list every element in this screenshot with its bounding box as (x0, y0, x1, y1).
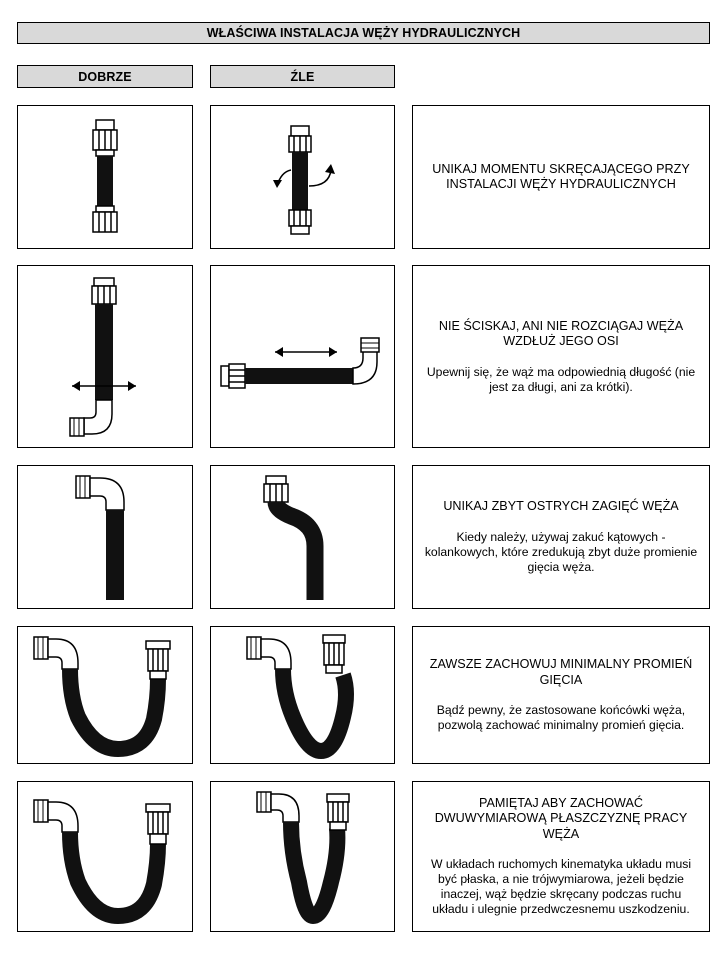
column-header-good: DOBRZE (17, 65, 193, 88)
good-illustration-5 (17, 781, 193, 932)
twisted-loop-hose-icon (211, 782, 396, 933)
rule-note-5: W układach ruchomych kinematyka układu musi być płaska, a nie trójwymiarowa, jeżeli będzie inaczej, wąż będzie skręcany podczas ruchu układu i ulegnie przedwczesnemu uszkodzeniu. (430, 857, 692, 917)
bad-illustration-2 (210, 265, 395, 448)
rule-note-3: Kiedy należy, używaj zakuć kątowych - kolankowych, które zredukują zbyt duże promienie gięcia węża. (424, 529, 698, 574)
sharp-bend-hose-icon (211, 466, 396, 610)
good-illustration-3 (17, 465, 193, 609)
tight-u-bend-hose-icon (211, 627, 396, 765)
stretched-hose-icon (211, 266, 396, 449)
rule-box-3 (412, 465, 710, 609)
rule-box-4 (412, 626, 710, 764)
rule-text-3: UNIKAJ ZBYT OSTRYCH ZAGIĘĆ WĘŻA (443, 499, 679, 514)
planar-loop-hose-icon (18, 782, 194, 933)
good-illustration-4 (17, 626, 193, 764)
bad-illustration-4 (210, 626, 395, 764)
rule-text-4: ZAWSZE ZACHOWUJ MINIMALNY PROMIEŃ GIĘCIA (429, 657, 693, 687)
rule-box-2 (412, 265, 710, 448)
good-illustration-1 (17, 105, 193, 249)
rule-text-1: UNIKAJ MOMENTU SKRĘCAJĄCEGO PRZY INSTALACJI WĘŻY HYDRAULICZNYCH (432, 161, 690, 191)
bad-illustration-5 (210, 781, 395, 932)
rule-box-5 (412, 781, 710, 932)
bad-illustration-3 (210, 465, 395, 609)
elbow-hose-icon (18, 266, 194, 449)
u-bend-hose-icon (18, 627, 194, 765)
page-title: WŁAŚCIWA INSTALACJA WĘŻY HYDRAULICZNYCH (17, 22, 710, 44)
rule-box-1 (412, 105, 710, 249)
rule-text-5: PAMIĘTAJ ABY ZACHOWAĆ DWUWYMIAROWĄ PŁASZCZYZNĘ PRACY WĘŻA (434, 795, 688, 841)
good-illustration-2 (17, 265, 193, 448)
bad-illustration-1 (210, 105, 395, 249)
twisted-hose-icon (211, 106, 396, 250)
rule-note-4: Bądź pewny, że zastosowane końcówki węża, pozwolą zachować minimalny promień gięcia. (436, 703, 686, 732)
rule-text-2: NIE ŚCISKAJ, ANI NIE ROZCIĄGAJ WĘŻA WZDŁUŻ JEGO OSI (438, 318, 684, 348)
rule-note-2: Upewnij się, że wąż ma odpowiednią długość (nie jest za długi, ani za krótki). (426, 364, 696, 394)
straight-hose-icon (18, 106, 194, 250)
column-header-bad: ŹLE (210, 65, 395, 88)
elbow-fitting-hose-icon (18, 466, 194, 610)
